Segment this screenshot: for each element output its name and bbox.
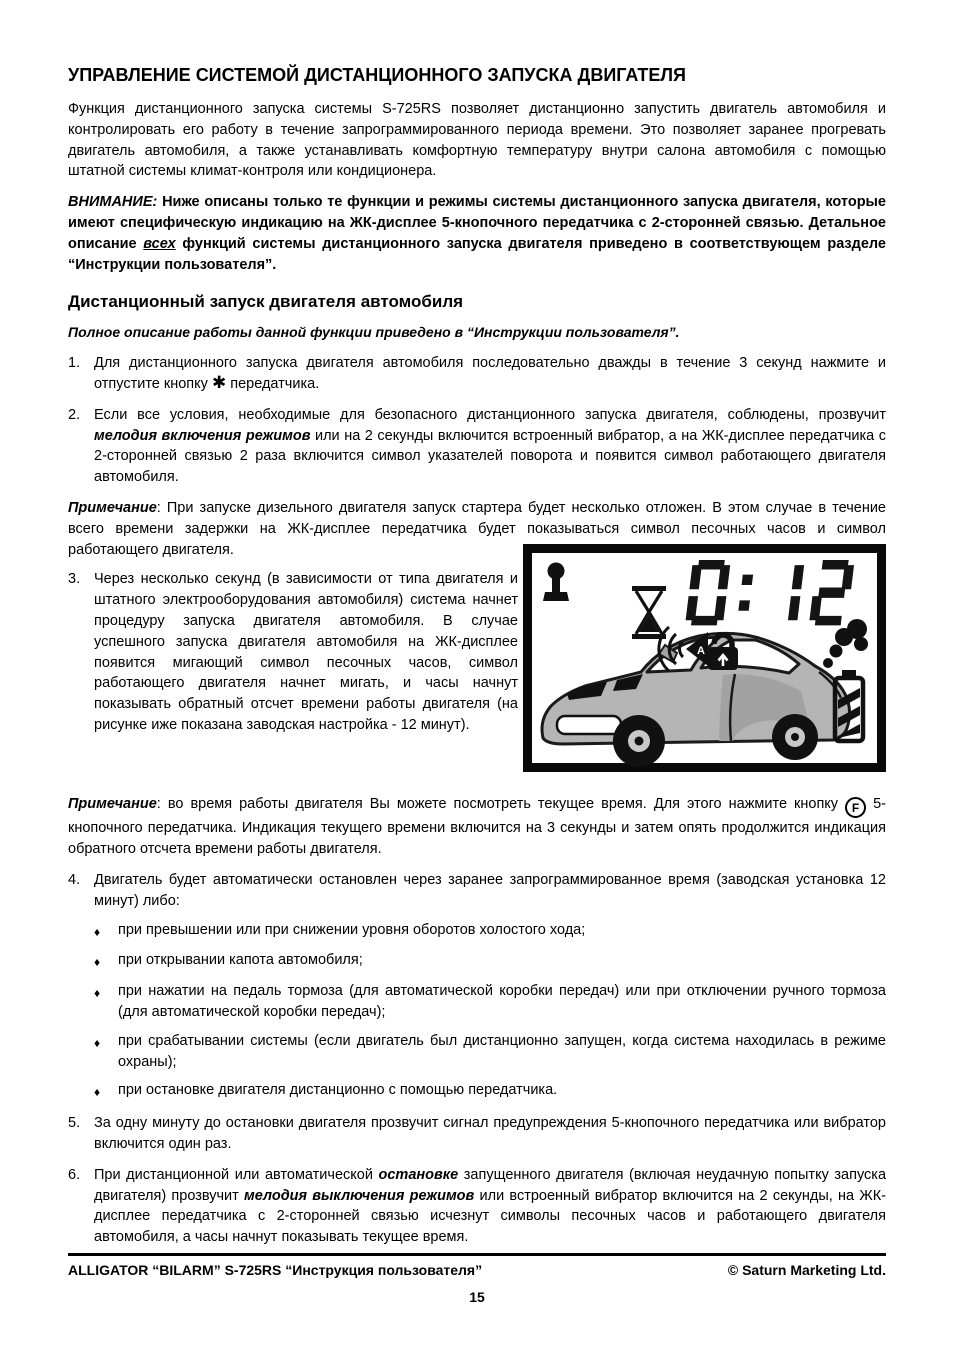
footer-right: © Saturn Marketing Ltd. [727, 1262, 886, 1278]
step-1-text-after: передатчика. [230, 375, 320, 392]
diamond-bullet-icon: ♦ [94, 955, 101, 970]
note-text: : во время работы двигателя Вы можете посмотреть текущее время. Для этого нажмите кнопку [156, 795, 839, 812]
step-text [94, 1165, 886, 1248]
step-4 [68, 870, 886, 912]
page-number: 15 [469, 1288, 485, 1305]
step-2 [68, 405, 886, 488]
section-note: Полное описание работы данной функции приведено в “Инструкции пользователя”. [68, 324, 680, 341]
step-2-text: Если все условия, необходимые для безопасного дистанционного запуска двигателя, соблюдены, прозвучит [94, 406, 886, 423]
intro-paragraph: Функция дистанционного запуска системы S-725RS позволяет дистанционно запустить двигатель автомобиля и контролировать его работу в течение запрограммированного периода времени. Это позволяет заранее прогревать двигатель автомобиля, а также устанавливать комфортную температуру внутри салона автомобиля с помощью штатной системы климат-контроля или кондиционера. [68, 101, 886, 180]
step-6-emph-1: остановке [378, 1166, 459, 1183]
diamond-bullet-icon: ♦ [94, 924, 101, 939]
star-button-icon: ✱ [211, 372, 227, 392]
step-number: 4. [68, 872, 81, 889]
attention-text-before: Ниже описаны только те функции и режимы системы дистанционного запуска двигателя, которые имеют специфическую индикацию на ЖК-дисплее 5-кнопочного передатчика с 2-сторонней связью. Детальное описание [68, 194, 886, 252]
note-lead: Примечание [68, 795, 157, 812]
bullet-item [94, 920, 886, 943]
attention-paragraph [68, 192, 886, 275]
footer-rule [68, 1253, 886, 1256]
lcd-display-figure [523, 544, 886, 772]
step-1 [68, 353, 886, 395]
bullet-text: при нажатии на педаль тормоза (для автоматической коробки передач) или при отключении ручного тормоза (для автоматической коробки передач); [118, 983, 886, 1021]
bullet-item [94, 1031, 886, 1073]
note-lead: Примечание [68, 499, 157, 516]
note-current-time [68, 794, 886, 860]
bullet-text: при открывании капота автомобиля; [118, 952, 363, 969]
bullet-item [94, 981, 886, 1023]
step-6-text: При дистанционной или автоматической [94, 1166, 373, 1183]
step-number: 1. [68, 355, 81, 372]
section-title: Дистанционный запуск двигателя автомобиля [68, 292, 464, 312]
step-number: 3. [68, 571, 81, 588]
step-6-text-2: запущенного двигателя (включая неудачную попытку запуска двигателя) прозвучит [94, 1166, 887, 1204]
bullet-list [68, 920, 886, 1104]
diamond-bullet-icon: ♦ [94, 986, 101, 1001]
figure-row [68, 498, 886, 784]
step-number: 6. [68, 1166, 81, 1183]
step-2-text-after: или на 2 секунды включится встроенный вибратор, а на ЖК-дисплее передатчика с 2-сторонней связью 2 раза включится символ указателей поворота и появится символ работающего двигателя автомобиля. [94, 427, 886, 486]
bullet-text: при остановке двигателя дистанционно с помощью передатчика. [118, 1082, 558, 1099]
step-text: Двигатель будет автоматически остановлен через заранее запрограммированное время (заводская установка 12 минут) либо: [94, 872, 886, 909]
step-number: 5. [68, 1115, 81, 1132]
footer-left: ALLIGATOR “BILARM” S-725RS “Инструкция пользователя” [68, 1262, 483, 1278]
diamond-bullet-icon: ♦ [94, 1085, 101, 1100]
step-3 [68, 569, 518, 735]
note-text: : При запуске дизельного двигателя запуск стартера будет несколько отложен. В этом случае в течение всего времени задержки на ЖК-дисплее передатчика будет показываться символ песочных часов и символ работающего двигателя. [68, 499, 886, 558]
step-6-text-3: или встроенный вибратор включится на 2 секунды, на ЖК-дисплее передатчика с 2-сторонней связью исчезнут символы песочных часов и работающего двигателя автомобиля, а часы начнут показывать текущее время. [94, 1187, 887, 1246]
bullet-text: при срабатывании системы (если двигатель был дистанционно запущен, когда система находилась в режиме охраны); [118, 1032, 886, 1070]
step-6 [68, 1165, 886, 1248]
step-5 [68, 1113, 886, 1155]
step-2-emph: мелодия включения режимов [94, 427, 311, 444]
step-text: Через несколько секунд (в зависимости от типа двигателя и штатного электрооборудования автомобиля) система начнет процедуру запуска двигателя автомобиля. В случае успешного запуска двигателя автомобиля на ЖК-дисплее появится мигающий символ песочных часов, символ работающего двигателя начнет мигать, и часы начнут показывать обратный отсчет времени работы двигателя (на рисунке иже показана заводская настройка - 12 минут). [94, 571, 518, 733]
step-number: 2. [68, 406, 81, 423]
note-text-after: 5-кнопочного передатчика. Индикация текущего времени включится на 3 секунды и затем опять продолжится индикация обратного отсчета времени работы двигателя. [68, 795, 886, 858]
attention-text-after: функций системы дистанционного запуска двигателя приведено в соответствующем разделе “Инструкции пользователя”. [68, 235, 886, 273]
step-6-emph-2: мелодия выключения режимов [244, 1187, 475, 1204]
diamond-bullet-icon: ♦ [94, 1035, 101, 1050]
attention-emph-word: всех [143, 235, 176, 252]
f-button-icon: F [845, 797, 866, 818]
step-text: За одну минуту до остановки двигателя прозвучит сигнал предупреждения 5-кнопочного передатчика или вибратор включится один раз. [94, 1115, 886, 1153]
page-footer [68, 1253, 886, 1308]
siren-label: A [697, 644, 705, 657]
attention-lead: ВНИМАНИЕ: [68, 194, 158, 211]
bullet-item [94, 1080, 886, 1103]
step-text [94, 405, 886, 488]
bullet-text: при превышении или при снижении уровня оборотов холостого хода; [118, 921, 586, 938]
step-1-text: Для дистанционного запуска двигателя автомобиля последовательно дважды в течение 3 секунд нажмите и отпустите кнопку [94, 355, 886, 392]
page-content [68, 0, 886, 1248]
bullet-item [94, 950, 886, 973]
page-title: УПРАВЛЕНИЕ СИСТЕМОЙ ДИСТАНЦИОННОГО ЗАПУСКА ДВИГАТЕЛЯ [68, 65, 686, 85]
step-text [94, 353, 886, 395]
